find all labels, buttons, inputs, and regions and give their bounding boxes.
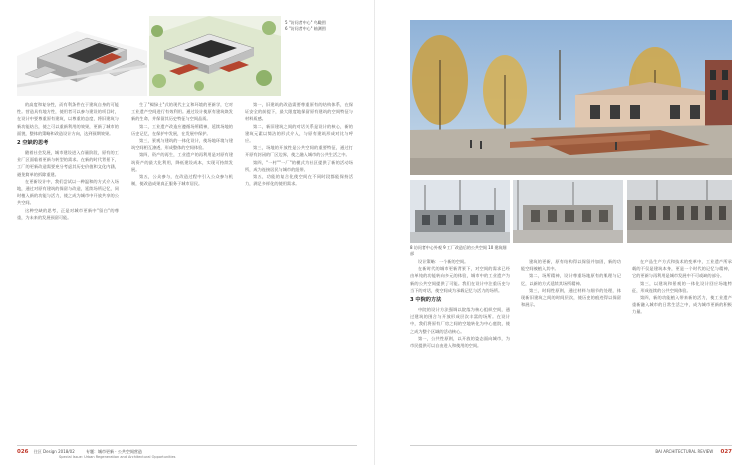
left-column-1: [17, 101, 119, 441]
building-detail-photo: [627, 180, 732, 243]
left-column-2: [131, 101, 233, 441]
footer-rule: [410, 445, 732, 446]
footer-rule: [17, 445, 357, 446]
main-photo: [410, 20, 732, 175]
right-footer: [410, 449, 732, 455]
photo-caption: 8 访问者中心外观 9 工厂改造后的公共空间 10 建筑细部: [410, 245, 507, 256]
right-column-1: [410, 258, 510, 443]
body-paragraph: 这种空缺的思考，正是对城市更新中"留白"的尊重，为未来的发展预留可能。: [17, 207, 119, 220]
journal-name-left: 住区 Design 2018/02: [33, 449, 75, 454]
body-paragraph: 第一，公共性原则，以开放的姿态面向城市，为市民提供可以自由进入和使用的空间。: [410, 335, 510, 349]
body-paragraph: 设计策略：一个新的空间。: [418, 259, 469, 264]
winter-building-photo: [410, 180, 510, 243]
body-paragraph: 第三，景观与建筑的一体化设计，使场地环境与建筑空间相互渗透，形成整体的空间体验。: [131, 138, 233, 151]
body-paragraph: 的高度和复杂性，而有利条件在于建筑自身的可能性。营造具有地方性，使用者可以参与建设的项目时，在设计中要尊重原有建筑，以尊重的态度，将旧建筑与新功能结合，使之可以重新利用的效果，更新了城市的面貌，整体的策略和改造设计方向，达到预期效果。: [17, 102, 119, 136]
left-column-3: [245, 101, 353, 441]
photo-winter-3: [627, 180, 732, 243]
body-paragraph: 第四，"一村""一厂"的模式为社区提供了新的活动场所，成为连接居民与城市的纽带。: [245, 159, 353, 172]
body-paragraph: 在新时代的城市更新背景下，对空间的需求已经由单纯的功能转向多元的体验，城市中的工业遗产为新的公共空间提供了可能。我们在设计中注重历史与当下的对话，使空间成为承载记忆与活力的场所。: [410, 266, 510, 293]
body-paragraph: 第二，工业遗产改造应遵循场所精神，延续场地的历史记忆，在保护中发展，在发展中保护。: [131, 123, 233, 136]
body-paragraph: 第三，以建筑和景观的一体化设计回应场地特征，形成连续的公共空间体验。: [632, 280, 732, 293]
photo-winter-2: [513, 180, 623, 243]
body-paragraph: 建筑的更新，原有结构得以保留并加固，新的功能空间被植入其中。: [521, 259, 621, 272]
body-paragraph: 第二，场所精神，设计尊重场地原有的肌理与记忆，以新的方式延续其场所精神。: [521, 273, 621, 286]
right-column-3: [632, 258, 732, 443]
body-paragraph: 第二，新旧建筑之间的对话关系是设计的核心，新的建筑元素以简洁的形式介入，与原有建筑形成对比与呼应。: [245, 123, 353, 144]
body-paragraph: 第四，新的功能植入带来新的活力，使工业遗产重新融入城市的日常生活之中，成为城市更新的积极力量。: [632, 295, 732, 315]
section-heading-3: 3 中院的方法: [410, 297, 442, 304]
figure-caption-5: 5 "访问者中心" 鸟瞰图: [285, 20, 326, 25]
body-paragraph: 第三，场地的开放性是公共空间的重要特征，通过打开原有封闭的厂区边界，使之融入城市的公共生活之中。: [245, 145, 353, 158]
section-heading-2: 2 空缺的思考: [17, 140, 49, 147]
body-paragraph: 第四，资产的再生，工业遗产的再利用是对原有建筑资产的最大化利用，降低建设成本，实现可持续发展。: [131, 152, 233, 172]
body-paragraph: 中院的设计方法强调以院落为核心组织空间，通过建筑的围合与开放形成层次丰富的场所。在设计中，我们将原有厂房之间的空地转化为中心庭院，使之成为整个区域的活动核心。: [410, 307, 510, 334]
body-paragraph: 第三，时间性原则，通过材料与细节的处理，体现新旧建筑之间的时间层次，使历史的痕迹得以保留和展示。: [521, 287, 621, 308]
body-paragraph: 第五，功能的复合化使空间在不同时段都能保持活力，满足多样化的使用需求。: [245, 174, 353, 187]
axonometric-figure-left: [149, 16, 281, 96]
aerial-figure-left: [17, 16, 147, 96]
building-exterior-photo: [410, 20, 732, 175]
aerial-render: [17, 16, 147, 96]
body-paragraph: 生了"褐绿土"式的现代主义和环境的更新学，它对工业遗产空间进行有效利用。通过设计使原有建筑焕发新的生命，并保留其历史特征与空间品质。: [131, 102, 233, 122]
issue-title-cn: 专题：城市更新 · 公共空间营造: [86, 449, 142, 454]
body-paragraph: 在产品生产方式和技术的变革中，工业遗产所承载的不仅是建筑本身，更是一个时代的记忆与精神，它的更新与再利用是城市发展中不可或缺的部分。: [632, 259, 732, 279]
issue-title-en: Special Issue: Urban Regeneration and Architectural Opportunities: [59, 455, 176, 459]
photo-winter-1: [410, 180, 510, 243]
photo-caption-right: [410, 245, 510, 256]
axonometric-render: [149, 16, 281, 96]
body-paragraph: 在更新设计中，我们尝试以一种温和的方式介入场地，通过对原有建筑的保留与改造，延续场所记忆，同时植入新的功能与活力，使之成为城市中开放共享的公共空间。: [17, 178, 119, 206]
left-footer: [17, 449, 357, 460]
page-number-left: 026: [17, 449, 29, 455]
figure-caption-6: 6 "访问者中心" 轴测图: [285, 25, 326, 31]
journal-name-right: BAI ARCHITECTURAL REVIEW: [655, 449, 714, 454]
body-paragraph: 第五，公众参与，在改造过程中引入公众参与机制，使改造成果真正服务于城市居民。: [131, 174, 233, 187]
figure-captions-left: [285, 20, 355, 31]
body-paragraph: 随着社会发展，城市建设进入存量阶段，原有的工业厂区面临着更新与转型的需求。在新的时代背景下，工厂的更新改造需要充分考虑其历史价值和文化内涵，避免简单的拆除重建。: [17, 150, 119, 177]
right-page: [375, 0, 750, 465]
right-column-2: [521, 258, 621, 443]
body-paragraph: 第一，旧建筑的改造需要尊重原有的结构体系，在保证安全的前提下，最大限度地保留原有建筑的空间特征与材料质感。: [245, 102, 353, 122]
page-number-right: 027: [720, 449, 732, 455]
winter-courtyard-photo: [513, 180, 623, 243]
